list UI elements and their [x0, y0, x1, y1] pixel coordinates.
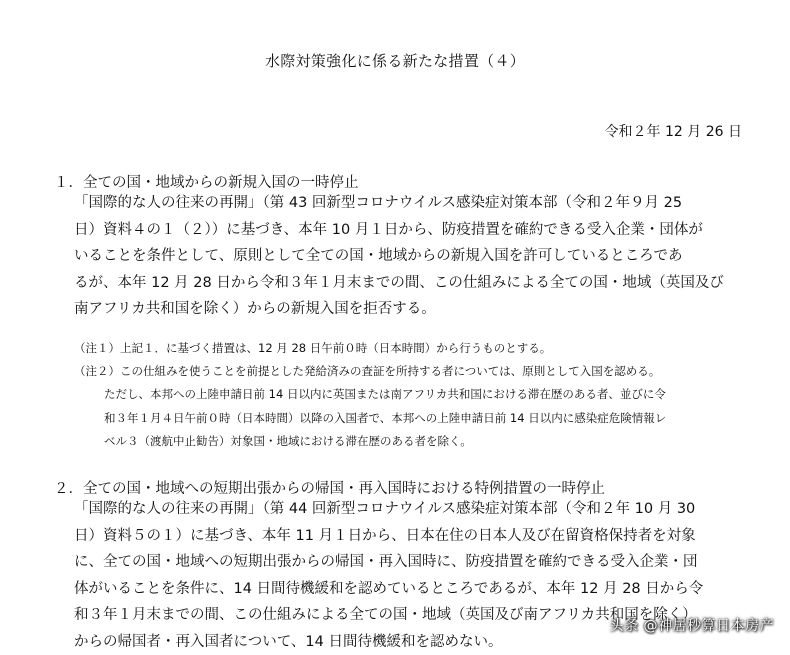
section-1-line: るが、本年 12 月 28 日から令和３年１月末までの間、この仕組みによる全ての国・地域（英国及び	[74, 270, 754, 297]
note-2-line: ベル３（渡航中止勧告）対象国・地域における滞在歴のある者を除く。	[104, 430, 754, 454]
note-2: （注２）この仕組みを使うことを前提とした発給済みの査証を所持する者については、原則として入国を認める。	[74, 360, 754, 382]
document-title: 水際対策強化に係る新たな措置（４）	[0, 50, 790, 71]
watermark-text: 头条 @神居秒算日本房产	[610, 615, 774, 635]
section-2-line: からの帰国者・再入国者について、14 日間待機緩和を認めない。	[74, 629, 754, 655]
section-1-body	[74, 190, 754, 323]
note-2-detail	[104, 383, 754, 454]
section-1-line: 「国際的な人の往来の再開」（第 43 回新型コロナウイルス感染症対策本部（令和２年９月 25	[74, 190, 754, 217]
note-2-line: 和３年１月４日午前０時（日本時間）以降の入国者で、本邦への上陸申請日前 14 日以内に感染症危険情報レ	[104, 407, 754, 431]
section-2-line: 体がいることを条件に、14 日間待機緩和を認めているところであるが、本年 12 月 28 日から令	[74, 576, 754, 603]
note-1: （注１）上記１．に基づく措置は、12 月 28 日午前０時（日本時間）から行うものとする。	[74, 337, 754, 359]
section-1-line: 日）資料４の１（２））に基づき、本年 10 月１日から、防疫措置を確約できる受入企業・団体が	[74, 217, 754, 244]
section-1-heading: １．全ての国・地域からの新規入国の一時停止	[54, 170, 359, 196]
section-2-line: 「国際的な人の往来の再開」（第 44 回新型コロナウイルス感染症対策本部（令和２年 10 月 30	[74, 496, 754, 523]
section-2-line: 和３年１月末までの間、この仕組みによる全ての国・地域（英国及び南アフリカ共和国を除く）	[74, 602, 754, 629]
note-2-line: ただし、本邦への上陸申請日前 14 日以内に英国または南アフリカ共和国における滞在歴のある者、並びに令	[104, 383, 754, 407]
section-2-heading: ２．全ての国・地域への短期出張からの帰国・再入国時における特例措置の一時停止	[54, 476, 605, 502]
section-1-line: 南アフリカ共和国を除く）からの新規入国を拒否する。	[74, 296, 754, 323]
section-2-line: 日）資料５の１）に基づき、本年 11 月１日から、日本在住の日本人及び在留資格保持者を対象	[74, 523, 754, 550]
section-1-line: いることを条件として、原則として全ての国・地域からの新規入国を許可しているところであ	[74, 243, 754, 270]
document-date: 令和２年 12 月 26 日	[605, 121, 742, 141]
section-2-line: に、全ての国・地域への短期出張からの帰国・再入国時に、防疫措置を確約できる受入企業・団	[74, 549, 754, 576]
